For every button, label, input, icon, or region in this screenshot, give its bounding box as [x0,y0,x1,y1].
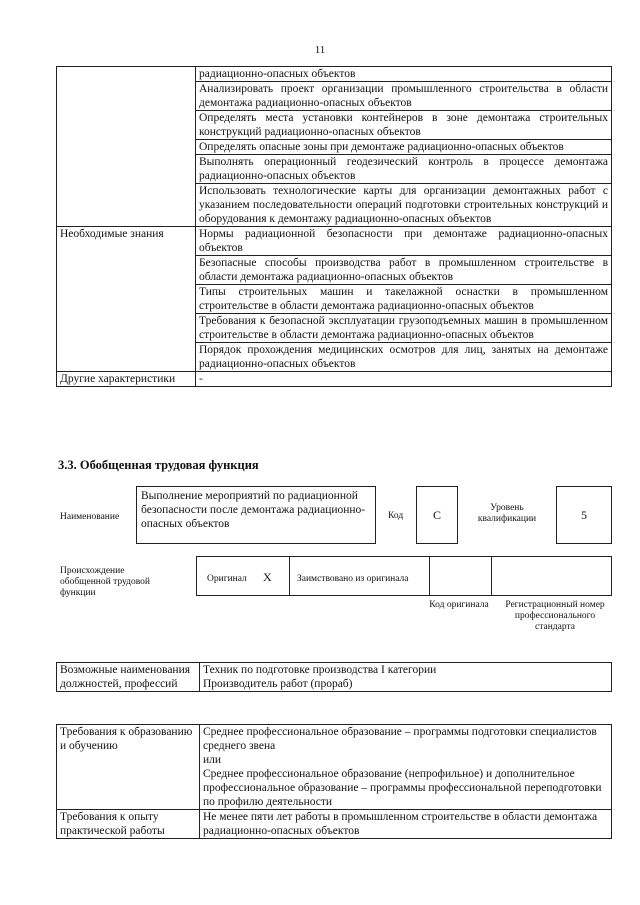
experience-value: Не менее пяти лет работы в промышленном строительстве в области демонтажа радиационно-опасных объектов [200,810,612,839]
code-original-caption: Код оригинала [429,600,489,610]
table-cell: Нормы радиационной безопасности при демонтаже радиационно-опасных объектов [196,227,612,256]
education-value [200,725,612,810]
code-value: С [416,486,458,544]
table-cell: Выполнять операционный геодезический контроль в процессе демонтажа радиационно-опасных объектов [196,155,612,184]
positions-value [200,663,612,692]
positions-table [56,662,612,692]
table-cell: Порядок прохождения медицинских осмотров для лиц, занятых на демонтаже радиационно-опасных объектов [196,343,612,372]
code-label: Код [388,511,404,521]
row-label-knowledge: Необходимые знания [57,227,196,372]
name-label: Наименование [60,512,120,522]
divider [429,557,430,595]
borrowed-label: Заимствовано из оригинала [297,574,409,584]
table-cell: Анализировать проект организации промышленного строительства в области демонтажа радиационно-опасных объектов [196,82,612,111]
original-mark: Х [263,570,272,584]
position-line: Производитель работ (прораб) [203,678,353,690]
positions-label: Возможные наименования должностей, профессий [57,663,200,692]
original-label: Оригинал [207,574,247,584]
table-cell: - [196,372,612,387]
table-cell: Требования к безопасной эксплуатации грузоподъемных машин в промышленном строительстве в области демонтажа радиационно-опасных объектов [196,314,612,343]
function-name-value: Выполнение мероприятий по радиационной безопасности после демонтажа радиационно-опасных объектов [136,486,376,544]
position-line: Техник по подготовке производства I категории [203,664,437,676]
education-or: или [203,754,222,766]
reg-number-caption: Регистрационный номер профессионального стандарта [505,600,605,632]
skills-knowledge-table [56,66,612,387]
table-cell: Безопасные способы производства работ в промышленном строительстве в области демонтажа радиационно-опасных объектов [196,256,612,285]
education-text-2: Среднее профессиональное образование (непрофильное) и дополнительное профессиональное образование – программы профессиональной переподготовки по профилю деятельности [203,768,602,808]
table-cell: Использовать технологические карты для организации демонтажных работ с указанием последовательности операций подготовки строительных конструкций и оборудования к демонтажу радиационно-опасных объектов [196,184,612,227]
row-label [57,67,196,227]
page-number: 11 [314,44,326,56]
origin-box [196,556,492,596]
education-label: Требования к образованию и обучению [57,725,200,810]
table-cell: Типы строительных машин и такелажной оснастки в промышленном строительстве в области демонтажа радиационно-опасных объектов [196,285,612,314]
table-cell: Определять места установки контейнеров в зоне демонтажа строительных конструкций радиационно-опасных объектов [196,111,612,140]
level-label: Уровень квалификации [477,503,537,524]
reg-number-box [492,556,612,596]
experience-label: Требования к опыту практической работы [57,810,200,839]
row-label-other: Другие характеристики [57,372,196,387]
table-cell: Определять опасные зоны при демонтаже радиационно-опасных объектов [196,140,612,155]
requirements-table [56,724,612,839]
section-heading: 3.3. Обобщенная трудовая функция [58,458,259,472]
level-value: 5 [556,486,612,544]
origin-label: Происхождение обобщенной трудовой функции [60,566,150,598]
education-text: Среднее профессиональное образование – программы подготовки специалистов среднего звена [203,726,597,752]
divider [289,557,290,595]
table-cell: радиационно-опасных объектов [196,67,612,82]
